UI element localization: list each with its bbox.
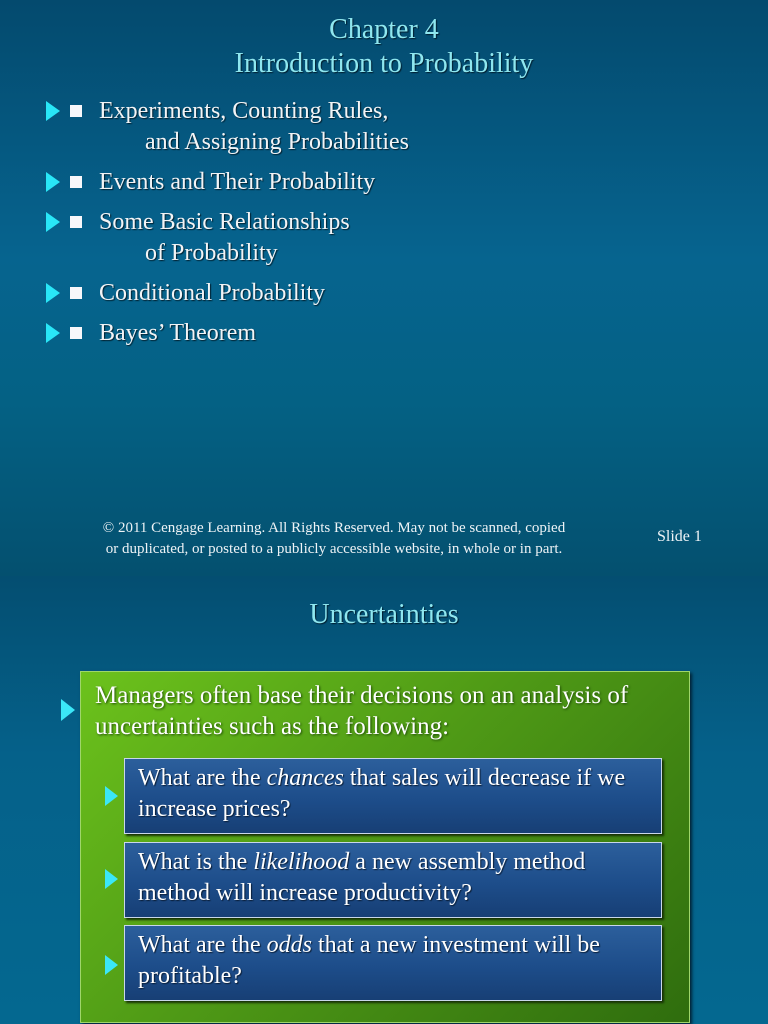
- question-box: What is the likelihood a new assembly method method will increase productivity?: [124, 842, 662, 918]
- topic-item: Some Basic Relationships of Probability: [44, 207, 409, 269]
- topic-list: [44, 96, 409, 358]
- triangle-bullet-icon: [46, 212, 60, 232]
- topic-item: Experiments, Counting Rules, and Assigning Probabilities: [44, 96, 409, 158]
- triangle-bullet-icon: [105, 869, 118, 889]
- topic-item: Events and Their Probability: [44, 167, 409, 198]
- triangle-bullet-icon: [46, 283, 60, 303]
- chapter-label: Chapter 4: [329, 14, 439, 45]
- chapter-title: Introduction to Probability: [234, 48, 534, 79]
- copyright-notice: © 2011 Cengage Learning. All Rights Reserved. May not be scanned, copied or duplicated, or posted to a publicly accessible website, in whole or in part.: [102, 520, 566, 557]
- topic-item: Conditional Probability: [44, 278, 409, 309]
- square-bullet-icon: [70, 176, 82, 188]
- square-bullet-icon: [70, 216, 82, 228]
- question-box: What are the chances that sales will decrease if we increase prices?: [124, 758, 662, 834]
- question-box: What are the odds that a new investment will be profitable?: [124, 925, 662, 1001]
- slide-1-title: [0, 13, 768, 81]
- square-bullet-icon: [70, 287, 82, 299]
- square-bullet-icon: [70, 105, 82, 117]
- triangle-bullet-icon: [46, 101, 60, 121]
- uncertainties-box: [80, 671, 690, 1023]
- triangle-bullet-icon: [46, 323, 60, 343]
- slide-2-title: Uncertainties: [309, 599, 459, 630]
- triangle-bullet-icon: [46, 172, 60, 192]
- intro-text: Managers often base their decisions on an analysis of uncertainties such as the following:: [95, 682, 629, 740]
- slide-number: Slide 1: [657, 528, 702, 545]
- triangle-bullet-icon: [61, 699, 75, 721]
- square-bullet-icon: [70, 327, 82, 339]
- triangle-bullet-icon: [105, 955, 118, 975]
- slide-2: [0, 576, 768, 1024]
- triangle-bullet-icon: [105, 786, 118, 806]
- topic-item: Bayes’ Theorem: [44, 318, 409, 349]
